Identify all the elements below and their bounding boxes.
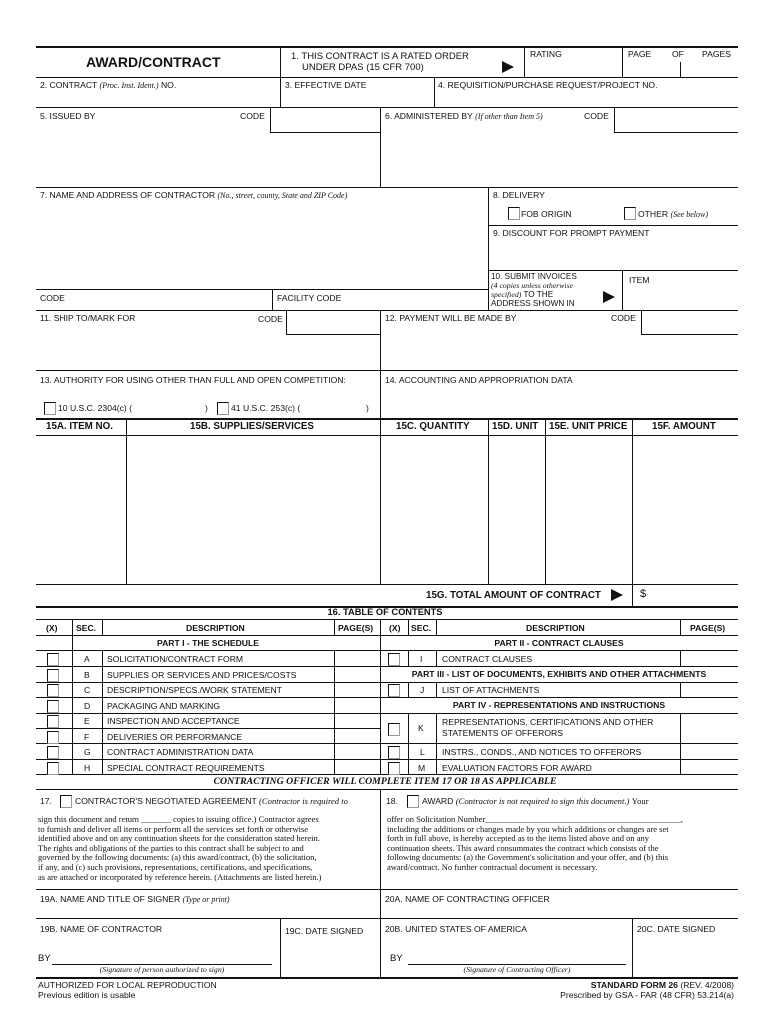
toc-desc-b: SUPPLIES OR SERVICES AND PRICES/COSTS — [107, 670, 297, 680]
issued-by-code-field[interactable] — [272, 109, 378, 131]
toc-desc-c: DESCRIPTION/SPECS./WORK STATEMENT — [107, 685, 282, 695]
toc-part-3: PART III - LIST OF DOCUMENTS, EXHIBITS AND OTHER ATTACHMENTS — [411, 669, 707, 679]
item-10-label-line4: ADDRESS SHOWN IN — [491, 299, 575, 308]
item-5-code-label: CODE — [240, 111, 265, 121]
item-18-line: following documents: (a) the Government's solicitation and your offer, and (b) this — [387, 852, 668, 863]
toc-desc-j: LIST OF ATTACHMENTS — [442, 685, 540, 695]
toc-col-sec: SEC. — [411, 623, 432, 633]
contract-number-field[interactable] — [38, 92, 278, 106]
toc-checkbox-f[interactable] — [47, 731, 59, 744]
toc-col-description: DESCRIPTION — [526, 623, 585, 633]
toc-sec-f: F — [84, 732, 90, 742]
toc-sec-k: K — [418, 723, 424, 733]
col-quantity: 15C. QUANTITY — [396, 421, 470, 432]
contracting-officer-name-field[interactable] — [382, 905, 736, 917]
pages-field[interactable] — [682, 62, 736, 76]
payment-by-field[interactable] — [382, 336, 736, 368]
item-3-label: 3. EFFECTIVE DATE — [285, 80, 367, 90]
other-delivery-label — [638, 210, 708, 219]
authority-253-checkbox[interactable] — [217, 402, 229, 415]
arrow-right-icon — [502, 61, 514, 73]
toc-sec-e: E — [84, 716, 90, 726]
item-11-code-label: CODE — [258, 314, 283, 324]
supplies-services-field[interactable] — [127, 437, 379, 583]
item-no-field[interactable] — [37, 437, 125, 583]
ship-to-field[interactable] — [38, 326, 284, 368]
contractor-address-field[interactable] — [38, 202, 484, 286]
toc-checkbox-m[interactable] — [388, 762, 400, 775]
of-label: OF — [672, 49, 684, 59]
toc-part-4: PART IV - REPRESENTATIONS AND INSTRUCTIONS — [452, 700, 666, 710]
item-17-line: governed by the following documents: (a) this award/contract, (b) the solicitation, — [38, 852, 317, 863]
by-label: BY — [390, 953, 403, 964]
officer-date-field[interactable] — [634, 936, 736, 976]
issued-by-field[interactable] — [38, 124, 268, 184]
item-6-code-label: CODE — [584, 111, 609, 121]
contracting-officer-banner: CONTRACTING OFFICER WILL COMPLETE ITEM 17 OR 18 AS APPLICABLE — [213, 776, 557, 787]
item-2-label-text: 2. CONTRACT — [40, 80, 98, 90]
payment-code-field[interactable] — [643, 312, 736, 333]
authority-2304-label: 10 U.S.C. 2304(c) ( — [58, 403, 133, 413]
item-18-paragraph — [387, 815, 683, 873]
toc-sec-m: M — [418, 763, 426, 773]
item-19a-label-text: 19A. NAME AND TITLE OF SIGNER — [40, 894, 181, 904]
requisition-number-field[interactable] — [436, 92, 736, 106]
form-title: AWARD/CONTRACT — [86, 54, 221, 70]
item-17-paragraph — [38, 815, 321, 882]
toc-desc-k-line2: STATEMENTS OF OFFERORS — [442, 728, 563, 738]
toc-desc-k-line1: REPRESENTATIONS, CERTIFICATIONS AND OTHER — [442, 717, 654, 727]
item-17-label — [75, 797, 348, 806]
item-6-label — [385, 112, 543, 121]
pages-label: PAGES — [702, 49, 731, 59]
item-10-label-line1: 10. SUBMIT INVOICES — [491, 272, 577, 281]
toc-desc-i: CONTRACT CLAUSES — [442, 654, 533, 664]
item-19a-label-italic: (Type or print) — [182, 895, 230, 904]
item-18-line: forth in full above, is hereby accepted as to the items listed above and on any — [387, 833, 650, 844]
discount-field[interactable] — [490, 240, 736, 268]
item-1-label-line2: UNDER DPAS (15 CFR 700) — [302, 62, 424, 73]
toc-checkbox-b[interactable] — [47, 669, 59, 682]
other-delivery-label-italic: (See below) — [670, 210, 709, 219]
unit-field[interactable] — [489, 437, 544, 583]
item-10-label-line2: (4 copies unless otherwise — [491, 281, 574, 290]
item-18-label-italic: (Contractor is not required to sign this document.) — [455, 796, 630, 806]
rating-label: RATING — [530, 49, 562, 59]
toc-col-x: (X) — [389, 623, 401, 633]
contractor-signature-caption: (Signature of person authorized to sign) — [99, 965, 225, 974]
other-delivery-checkbox[interactable] — [624, 207, 636, 220]
quantity-field[interactable] — [381, 437, 487, 583]
item-18-number: 18. — [386, 796, 398, 806]
item-2-label-italic: (Proc. Inst. Ident.) — [99, 81, 159, 90]
item-17-label-italic: (Contractor is required to — [259, 796, 348, 806]
footer-form-revision: (REV. 4/2008) — [680, 980, 734, 990]
item-6-label-italic: (If other than Item 5) — [475, 112, 543, 121]
arrow-right-icon — [611, 589, 623, 601]
item-10-label-line3-italic: specified) — [491, 290, 522, 299]
toc-sec-j: J — [420, 685, 425, 695]
item-9-label: 9. DISCOUNT FOR PROMPT PAYMENT — [493, 228, 650, 238]
toc-sec-a: A — [84, 654, 90, 664]
toc-desc-e: INSPECTION AND ACCEPTANCE — [107, 716, 240, 726]
administered-by-field[interactable] — [382, 134, 736, 184]
toc-part-2: PART II - CONTRACT CLAUSES — [494, 638, 624, 648]
toc-checkbox-l[interactable] — [388, 746, 400, 759]
toc-desc-l: INSTRS., CONDS., AND NOTICES TO OFFERORS — [442, 747, 642, 757]
toc-sec-d: D — [84, 701, 91, 711]
item-20a-label: 20A. NAME OF CONTRACTING OFFICER — [385, 894, 550, 904]
other-delivery-label-text: OTHER — [638, 209, 669, 219]
authority-2304-checkbox[interactable] — [44, 402, 56, 415]
toc-desc-f: DELIVERIES OR PERFORMANCE — [107, 732, 243, 742]
toc-checkbox-h[interactable] — [47, 762, 59, 775]
rating-field[interactable] — [526, 60, 620, 76]
toc-sec-i: I — [420, 654, 423, 664]
toc-checkbox-d[interactable] — [47, 700, 59, 713]
item-17-label-text: CONTRACTOR'S NEGOTIATED AGREEMENT — [75, 796, 257, 806]
item-18-line: including the additions or changes made by you which additions or changes are set — [387, 823, 669, 834]
toc-part-1: PART I - THE SCHEDULE — [156, 638, 259, 648]
item-18-line: continuation sheets. This award consummates the contract which consists of the — [387, 842, 659, 853]
item-2-label-tail: NO. — [160, 80, 177, 90]
footer-prescribed-by: Prescribed by GSA - FAR (48 CFR) 53.214(a) — [560, 990, 734, 1000]
item-20b-label: 20B. UNITED STATES OF AMERICA — [385, 924, 527, 934]
item-20c-label: 20C. DATE SIGNED — [637, 924, 716, 934]
fob-origin-checkbox[interactable] — [508, 207, 520, 220]
toc-checkbox-g[interactable] — [47, 746, 59, 759]
by-label: BY — [38, 953, 51, 964]
toc-title: 16. TABLE OF CONTENTS — [327, 607, 443, 617]
col-unit-price: 15E. UNIT PRICE — [549, 421, 628, 432]
toc-checkbox-c[interactable] — [47, 684, 59, 697]
item-4-label: 4. REQUISITION/PURCHASE REQUEST/PROJECT NO. — [438, 80, 658, 90]
arrow-right-icon — [603, 291, 615, 303]
page-field[interactable] — [624, 62, 678, 76]
item-19a-label — [40, 895, 230, 904]
invoice-item-field[interactable] — [624, 287, 736, 309]
footer-form-number: STANDARD FORM 26 — [590, 980, 678, 990]
administered-by-code-field[interactable] — [616, 109, 736, 131]
toc-col-x: (X) — [46, 623, 58, 633]
item-18-line: offer on Solicitation Number______________________________________________, — [387, 814, 683, 824]
authority-253-close: ) — [366, 403, 369, 413]
item-12-code-label: CODE — [611, 313, 636, 323]
contractor-code-field[interactable] — [70, 291, 270, 309]
footer-reproduction: AUTHORIZED FOR LOCAL REPRODUCTION — [38, 980, 217, 990]
toc-sec-b: B — [84, 670, 90, 680]
item-13-label: 13. AUTHORITY FOR USING OTHER THAN FULL AND OPEN COMPETITION: — [40, 375, 346, 385]
authority-253-label: 41 U.S.C. 253(c) ( — [231, 403, 301, 413]
page-label: PAGE — [628, 49, 652, 59]
negotiated-agreement-checkbox[interactable] — [60, 795, 72, 808]
officer-signature-field[interactable] — [408, 944, 626, 964]
unit-price-field[interactable] — [546, 437, 631, 583]
toc-col-pages: PAGE(S) — [338, 623, 374, 633]
item-label: ITEM — [629, 275, 650, 285]
col-unit: 15D. UNIT — [492, 421, 539, 432]
toc-checkbox-i[interactable] — [388, 653, 400, 666]
item-7-label — [40, 191, 347, 200]
item-10-label-line3-text: TO THE — [523, 290, 554, 299]
toc-checkbox-a[interactable] — [47, 653, 59, 666]
toc-sec-h: H — [84, 763, 91, 773]
footer-previous-edition: Previous edition is usable — [38, 990, 136, 1000]
toc-col-pages: PAGE(S) — [690, 623, 726, 633]
item-17-line: The rights and obligations of the parties to this contract shall be subject to and — [38, 842, 304, 853]
toc-sec-c: C — [84, 685, 91, 695]
dollar-sign: $ — [640, 588, 647, 600]
footer-standard-form — [591, 981, 734, 990]
col-amount: 15F. AMOUNT — [652, 421, 716, 432]
accounting-data-field[interactable] — [382, 388, 736, 416]
item-6-label-text: 6. ADMINISTERED BY — [385, 111, 473, 121]
toc-checkbox-j[interactable] — [388, 684, 400, 697]
item-14-label: 14. ACCOUNTING AND APPROPRIATION DATA — [385, 375, 573, 385]
facility-code-label: FACILITY CODE — [277, 293, 342, 303]
toc-desc-m: EVALUATION FACTORS FOR AWARD — [442, 763, 592, 773]
item-17-line: if any, and (c) such provisions, representations, certifications, and specifications, — [38, 861, 313, 872]
ship-to-code-field[interactable] — [288, 312, 378, 333]
col-item-no: 15A. ITEM NO. — [46, 421, 113, 432]
item-19b-label: 19B. NAME OF CONTRACTOR — [40, 924, 163, 934]
contractor-code-label: CODE — [40, 293, 65, 303]
item-18-line: award/contract. No further contractual document is necessary. — [387, 861, 598, 872]
item-12-label: 12. PAYMENT WILL BE MADE BY — [385, 313, 517, 323]
item-2-label — [40, 81, 176, 90]
item-8-label: 8. DELIVERY — [493, 190, 545, 200]
total-amount-field[interactable] — [650, 586, 736, 604]
fob-origin-label: FOB ORIGIN — [521, 209, 572, 219]
item-7-label-italic: (No., street, county, State and ZIP Code) — [217, 191, 348, 200]
authority-2304-close: ) — [205, 403, 208, 413]
item-11-label: 11. SHIP TO/MARK FOR — [40, 313, 136, 323]
toc-desc-g: CONTRACT ADMINISTRATION DATA — [107, 747, 254, 757]
item-10-label-line3 — [491, 291, 553, 299]
toc-desc-h: SPECIAL CONTRACT REQUIREMENTS — [107, 763, 265, 773]
item-7-label-text: 7. NAME AND ADDRESS OF CONTRACTOR — [40, 190, 216, 200]
toc-checkbox-k[interactable] — [388, 723, 400, 736]
officer-signature-caption: (Signature of Contracting Officer) — [463, 965, 571, 974]
item-5-label: 5. ISSUED BY — [40, 111, 96, 121]
toc-sec-l: L — [420, 747, 425, 757]
effective-date-field[interactable] — [282, 92, 432, 106]
item-17-line: to furnish and deliver all items or perform all the services set forth or otherwise — [38, 823, 309, 834]
toc-desc-d: PACKAGING AND MARKING — [107, 701, 221, 711]
contractor-signature-field[interactable] — [52, 944, 272, 964]
toc-checkbox-e[interactable] — [47, 715, 59, 728]
toc-desc-a: SOLICITATION/CONTRACT FORM — [107, 654, 244, 664]
toc-col-description: DESCRIPTION — [186, 623, 245, 633]
toc-col-sec: SEC. — [76, 623, 97, 633]
item-18-label-tail: Your — [631, 796, 649, 806]
item-18-label-text: AWARD — [422, 796, 454, 806]
total-amount-label: 15G. TOTAL AMOUNT OF CONTRACT — [426, 590, 601, 601]
award-checkbox[interactable] — [407, 795, 419, 808]
item-17-number: 17. — [40, 796, 52, 806]
facility-code-field[interactable] — [350, 291, 486, 309]
contractor-date-field[interactable] — [282, 938, 378, 976]
col-supplies-services: 15B. SUPPLIES/SERVICES — [190, 421, 314, 432]
toc-sec-g: G — [84, 747, 91, 757]
item-18-label — [422, 797, 649, 806]
item-17-line: identified above and on any continuation sheets for the consideration stated herein. — [38, 833, 320, 844]
signer-name-field[interactable] — [38, 905, 378, 917]
item-19c-label: 19C. DATE SIGNED — [285, 926, 364, 936]
item-1-label-line1: 1. THIS CONTRACT IS A RATED ORDER — [291, 51, 469, 62]
amount-field[interactable] — [633, 437, 737, 583]
item-17-line: as are attached or incorporated by reference herein. (Attachments are listed herein.) — [38, 871, 322, 882]
item-17-line: sign this document and return _______ copies to issuing office.) Contractor agrees — [38, 814, 319, 824]
